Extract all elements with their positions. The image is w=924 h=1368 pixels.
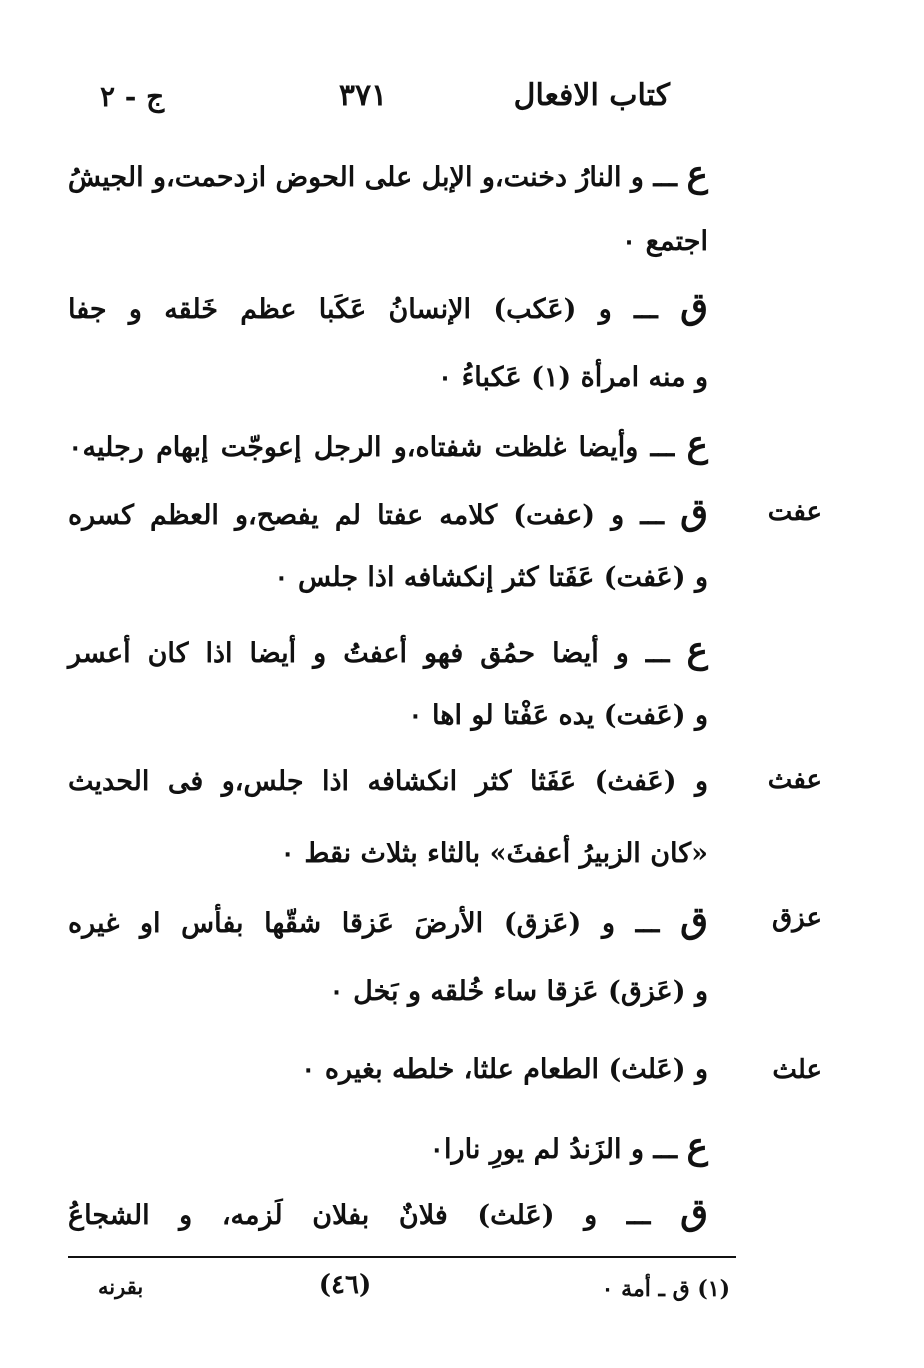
line-text: و (عَزق) عَزقا ساء خُلقه و بَخل ٠ [329, 976, 708, 1007]
source-marker: ق [680, 491, 708, 533]
volume-part: ج - ٢ [100, 80, 165, 113]
text-line [68, 1050, 708, 1090]
source-marker: ع [686, 423, 708, 465]
page-number: ٣٧١ [338, 78, 388, 113]
line-text: ـــ و (عَكب) الإنسانُ عَكَبا عظم خَلقه و جفا [68, 294, 658, 325]
footnote-divider [68, 1256, 736, 1258]
line-text: و (عَفت) يده عَفْتا لو اها ٠ [408, 700, 708, 731]
text-line [68, 900, 708, 944]
source-marker: ع [686, 1125, 708, 1167]
source-marker: ق [680, 285, 708, 327]
root-word-afat-taa: عفت [767, 497, 822, 527]
source-marker: ع [686, 153, 708, 195]
text-line [68, 696, 708, 736]
text-line [68, 154, 708, 198]
text-line [68, 834, 708, 874]
text-line [68, 358, 708, 398]
source-marker: ع [686, 629, 708, 671]
text-line [68, 558, 708, 598]
footnote: (١) ق ـ أمة ٠ [601, 1276, 730, 1302]
line-text: و منه امرأة (١) عَكباءُ ٠ [437, 362, 708, 393]
line-text: و (عَفث) عَفَثا كثر انكشافه اذا جلس،و فى الحديث [68, 766, 708, 797]
line-text: ـــ و (عفت) كلامه عفتا لم يفصح،و العظم كسره [68, 500, 664, 531]
text-line [68, 630, 708, 674]
catchword: بقرنه [98, 1274, 144, 1299]
source-marker: ق [680, 1191, 708, 1233]
line-text: اجتمع ٠ [621, 226, 708, 257]
line-text: ـــ و (عَزق) الأرضَ عَزقا شقّها بفأس او غيره [68, 908, 660, 939]
line-text: ـــ و أيضا حمُق فهو أعفتُ و أيضا اذا كان أعسر [68, 638, 670, 669]
line-text: ـــ و الزَندُ لم يورِ نارا٠ [429, 1134, 678, 1165]
line-text: «كان الزبيرُ أعفثَ» بالثاء بثلاث نقط ٠ [280, 838, 708, 869]
text-line [68, 424, 708, 468]
root-word-alath: علث [772, 1055, 822, 1085]
line-text: ـــ و النارُ دخنت،و الإبل على الحوض ازدحمت،و الجيشُ [67, 162, 678, 193]
text-line [68, 492, 708, 536]
text-line [68, 286, 708, 330]
line-text: ـــ و (عَلث) فلانٌ بفلان لَزمه، و الشجاعُ [68, 1200, 651, 1231]
line-text: و (عَلث) الطعام علثا، خلطه بغيره ٠ [300, 1054, 708, 1085]
text-line [68, 972, 708, 1012]
footer-page-number: (٤٦) [318, 1270, 372, 1300]
source-marker: ق [680, 899, 708, 941]
line-text: ـــ وأيضا غلظت شفتاه،و الرجل إعوجّت إبهام رجليه٠ [68, 432, 675, 463]
root-word-azaq: عزق [771, 903, 822, 933]
book-title: كتاب الافعال [513, 78, 670, 113]
text-line [68, 762, 708, 802]
text-line [68, 1126, 708, 1170]
root-word-afat-thaa: عفث [767, 765, 822, 795]
text-line [68, 222, 708, 262]
line-text: و (عَفت) عَفَتا كثر إنكشافه اذا جلس ٠ [274, 562, 708, 593]
text-line [68, 1192, 708, 1236]
